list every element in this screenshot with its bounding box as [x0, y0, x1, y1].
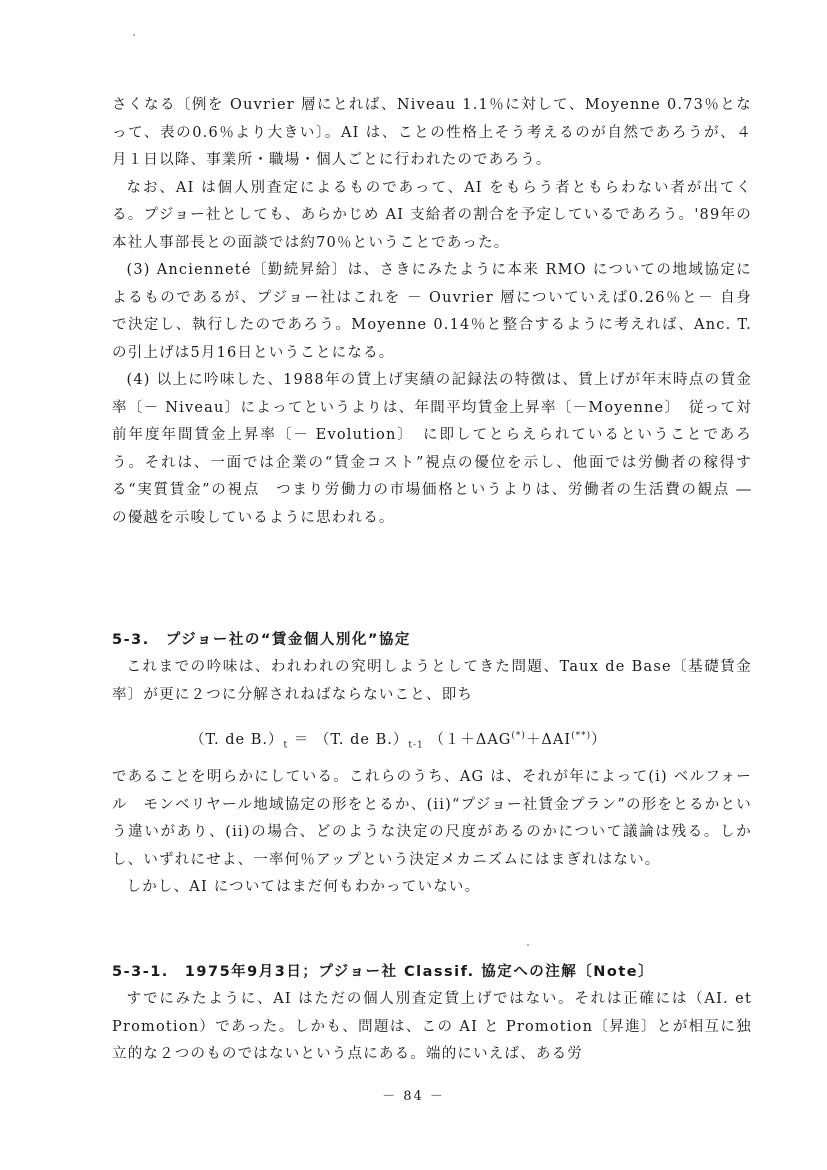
paragraph: (3) Ancienneté〔勤続昇給〕は、さきにみたように本来 RMO についての地域協定によるものであるが、プジョー社はこれを － Ouvrier 層についていえば0.26％と－ 自身で決定し、執行したのであろう。Moyenne 0.14％と整合するように考えれば、Anc. T. の引上げは5月16日ということになる。 — [112, 262, 752, 361]
scan-speck — [527, 944, 529, 946]
paragraph: (4) 以上に吟味した、1988年の賃上げ実績の記録法の特徴は、賃上げが年末時点の賃金率〔－ Niveau〕によってというよりは、年間平均賃金上昇率〔－Moyenne〕 従って対前年度年間賃金上昇率〔－ Evolution〕 に即してとらえられているということであろう。それは、一面では企業の“賃金コスト”視点の優位を示し、他面では労働者の稼得する“実質賃金”の視点 つまり労働力の市場価格というよりは、労働者の生活費の観点 ― の優越を示唆しているように思われる。 — [112, 372, 752, 526]
formula-term: ＋ΔAI — [525, 731, 572, 748]
formula-sub: t-1 — [408, 740, 424, 751]
paragraph: これまでの吟味は、われわれの究明しようとしてきた問題、Taux de Base〔基礎賃金率〕が更に２つに分解されねばならないこと、即ち — [112, 659, 752, 703]
paragraph: さくなる〔例を Ouvrier 層にとれば、Niveau 1.1％に対して、Moyenne 0.73％となって、表の0.6％より大きい〕。AI は、ことの性格上そう考えるのが自然であろうが、４月１日以降、事業所・職場・個人ごとに行われたのであろう。 — [112, 97, 752, 168]
continuation-text — [112, 92, 752, 532]
section-heading: 5-3. プジョー社の“賃金個人別化”協定 — [112, 632, 411, 648]
paragraph: しかし、AI についてはまだ何もわかっていない。 — [126, 879, 481, 895]
section-5-3-continued — [112, 764, 752, 902]
formula-rhs: （T. de B.） — [314, 731, 409, 748]
formula-equals: ＝ — [293, 731, 310, 748]
section-5-3-1 — [112, 958, 752, 1069]
section-5-3 — [112, 626, 752, 709]
formula-term: （１＋ΔAG — [429, 731, 512, 748]
paragraph: すでにみたように、AI はただの個人別査定賃上げではない。それは正確には（AI. et Promotion）であった。しかも、問題は、この AI と Promotion〔昇進〕とが相互に独立的な２つのものではないという点にある。端的にいえば、ある労 — [112, 991, 752, 1062]
formula-sub: t — [283, 740, 289, 751]
page-number: － 84 － — [382, 1089, 445, 1104]
paragraph: なお、AI は個人別査定によるものであって、AI をもらう者ともらわない者が出てくる。プジョー社としても、あらかじめ AI 支給者の割合を予定しているであろう。'89年の本社人事部長との面談では約70％ということであった。 — [112, 179, 752, 251]
formula-sup: (*) — [511, 731, 526, 741]
formula-sup: (**) — [571, 731, 592, 741]
paragraph: であることを明らかにしている。これらのうち、AG は、それが年によって(i) ベルフォール モンベリヤール地域協定の形をとるか、(ii)“プジョー社賃金プラン”の形をとるかという違いがあり、(ii)の場合、どのような決定の尺度があるのかについて議論は残る。しかし、いずれにせよ、一率何％アップという決定メカニズムにはまぎれはない。 — [112, 769, 752, 868]
formula-term: ） — [591, 731, 607, 748]
section-heading: 5-3-1. 1975年9月3日；プジョー社 Classif. 協定への注解〔Note〕 — [112, 964, 655, 980]
scan-speck — [133, 34, 135, 36]
formula-lhs: （T. de B.） — [190, 731, 284, 748]
wage-formula — [190, 722, 607, 760]
